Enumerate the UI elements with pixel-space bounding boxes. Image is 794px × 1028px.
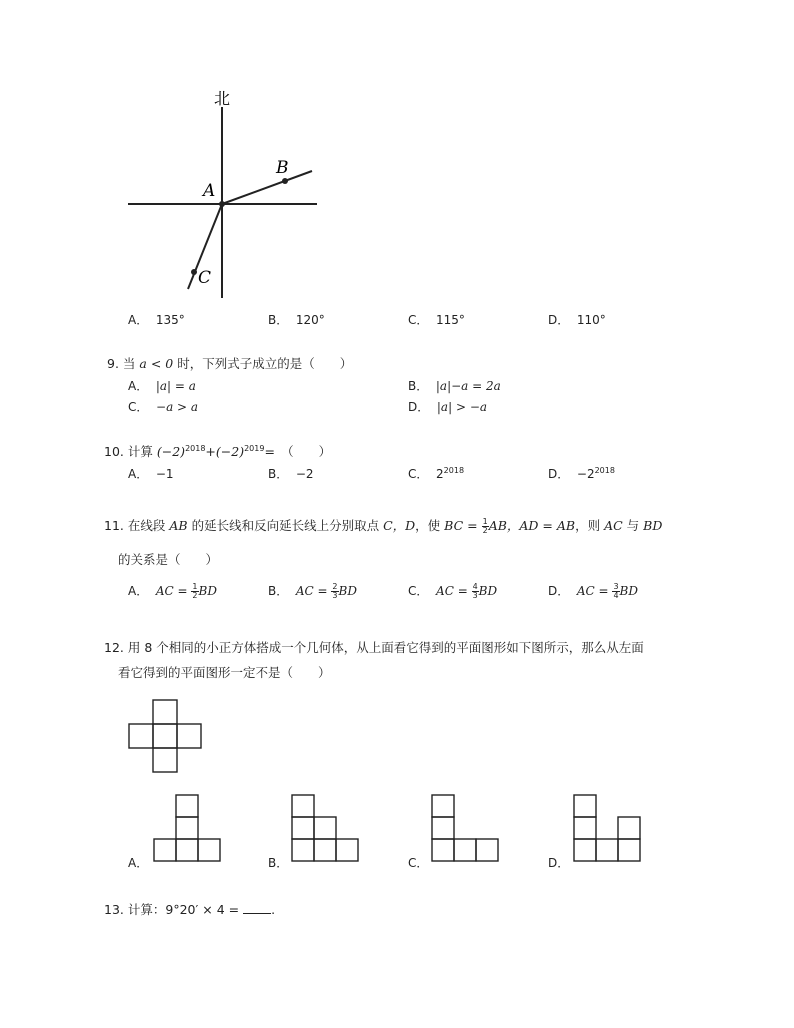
fraction-denominator: 2: [482, 526, 488, 535]
q8-option-d[interactable]: [548, 311, 606, 328]
q13-stem: [104, 900, 275, 918]
q9-option-c[interactable]: [128, 398, 198, 415]
q10-option-b[interactable]: [268, 465, 314, 482]
condition-math: a < 0: [139, 356, 174, 371]
label-c: C: [198, 268, 212, 288]
stem-text: 在线段: [127, 518, 166, 533]
q9-stem: [107, 354, 352, 372]
equation-lhs: AC =: [295, 584, 328, 598]
point-a: [219, 201, 225, 207]
q11-option-c[interactable]: [408, 582, 497, 600]
equation-lhs: BC =: [444, 518, 478, 533]
question-number: 9.: [107, 356, 119, 371]
stem-text: 当: [122, 356, 136, 371]
power-exponent: 2019: [244, 443, 265, 453]
period: .: [271, 902, 276, 917]
segment-label: AC: [604, 518, 623, 533]
option-text: |a|−a = 2a: [435, 379, 501, 393]
option-letter: C．: [408, 467, 429, 481]
stem-text: ，则: [575, 518, 601, 533]
power-exponent: 2018: [443, 466, 465, 475]
q12-stem-line2: 看它得到的平面图形一定不是（ ）: [118, 665, 331, 680]
equation-rhs: AB: [488, 518, 507, 533]
option-text: |a| = a: [155, 379, 196, 393]
q8-option-c[interactable]: [408, 311, 465, 328]
q8-option-a[interactable]: [128, 311, 185, 328]
power-exponent: 2018: [185, 443, 206, 453]
option-text: 115°: [436, 313, 465, 327]
question-number: 12.: [104, 640, 124, 655]
option-letter: A．: [128, 467, 149, 481]
stem-text: 与: [626, 518, 640, 533]
option-letter: D．: [548, 584, 570, 598]
equation-ad: ，AD = AB: [506, 518, 576, 533]
stem-text: 计算：9°20′ × 4 =: [127, 902, 240, 917]
fraction-denominator: 2: [192, 591, 198, 600]
equation-rhs: BD: [198, 584, 217, 598]
q9-option-d[interactable]: [408, 398, 487, 415]
fraction-half: [482, 518, 489, 535]
fraction-numerator: 1: [482, 517, 488, 526]
option-text: −a > a: [156, 400, 199, 414]
stem-text: = （ ）: [264, 444, 332, 459]
q10-option-a[interactable]: [128, 465, 174, 482]
stem-text: 计算: [127, 444, 153, 459]
stem-text: 的延长线和反向延长线上分别取点: [191, 518, 380, 533]
fraction-numerator: 4: [472, 582, 478, 591]
q12-option-d-letter[interactable]: D．: [548, 856, 570, 870]
point-labels: C，D: [383, 518, 416, 533]
equation-rhs: BD: [338, 584, 357, 598]
power-exponent: 2018: [594, 466, 615, 475]
fraction-numerator: 1: [192, 582, 198, 591]
stem-text: ，使: [415, 518, 441, 533]
option-letter: C．: [128, 400, 149, 414]
option-letter: A．: [128, 313, 149, 327]
stem-text: 用 8 个相同的小正方体搭成一个几何体，从上面看它得到的平面图形如下图所示，那么从左面: [127, 640, 644, 655]
fraction-numerator: 2: [332, 582, 338, 591]
option-letter: C．: [408, 584, 429, 598]
q10-stem: [104, 442, 331, 460]
q12-option-c-figure[interactable]: [428, 792, 504, 864]
fraction: [472, 583, 479, 600]
q12-option-b-letter[interactable]: B．: [268, 856, 289, 870]
segment-label: BD: [643, 518, 663, 533]
q11-option-b[interactable]: [268, 582, 357, 600]
fraction: [612, 583, 619, 600]
fraction: [331, 583, 338, 600]
q10-option-c[interactable]: [408, 465, 464, 482]
north-label: 北: [214, 89, 231, 108]
q12-option-d-figure[interactable]: [570, 792, 646, 864]
option-text: −2: [295, 467, 314, 481]
option-letter: B．: [408, 379, 429, 393]
option-letter: C．: [408, 313, 429, 327]
option-letter: B．: [268, 467, 289, 481]
option-letter: A．: [128, 584, 149, 598]
q11-option-a[interactable]: [128, 582, 217, 600]
fraction-denominator: 3: [332, 591, 338, 600]
option-text: 110°: [576, 313, 606, 327]
answer-blank[interactable]: [243, 913, 271, 914]
segment-label: AB: [169, 518, 188, 533]
q12-stem-line1: [104, 638, 644, 656]
question-number: 10.: [104, 444, 124, 459]
option-letter: B．: [268, 584, 289, 598]
q9-option-a[interactable]: [128, 377, 196, 394]
stem-text: 时，下列式子成立的是（ ）: [177, 356, 353, 371]
label-b: B: [276, 158, 289, 178]
ray-ab: [222, 171, 312, 204]
point-c: [191, 269, 197, 275]
q10-option-d[interactable]: [548, 465, 615, 482]
option-text: |a| > −a: [436, 400, 488, 414]
question-number: 13.: [104, 902, 124, 917]
fraction-numerator: 3: [613, 582, 619, 591]
q11-option-d[interactable]: [548, 582, 638, 600]
q9-option-b[interactable]: [408, 377, 501, 394]
option-text: 135°: [155, 313, 185, 327]
power-base: (−2): [215, 444, 245, 459]
fraction-denominator: 3: [472, 591, 478, 600]
power-base: 2: [436, 467, 444, 481]
option-letter: A．: [128, 379, 149, 393]
power-base: −2: [576, 467, 595, 481]
equation-lhs: AC =: [155, 584, 188, 598]
equation-lhs: AC =: [436, 584, 468, 598]
q12-option-a-letter[interactable]: A．: [128, 856, 149, 870]
q12-option-a-figure[interactable]: [150, 792, 226, 864]
fraction: [191, 583, 198, 600]
q12-option-c-letter[interactable]: C．: [408, 856, 429, 870]
plus-sign: +: [205, 444, 216, 459]
power-base: (−2): [156, 444, 186, 459]
equation-rhs: BD: [478, 584, 498, 598]
label-a: A: [203, 181, 216, 201]
question-number: 11.: [104, 518, 124, 533]
equation-rhs: BD: [619, 584, 638, 598]
compass-figure: [120, 85, 330, 305]
point-b: [282, 178, 288, 184]
option-text: 120°: [295, 313, 325, 327]
q11-stem-line2: 的关系是（ ）: [118, 552, 219, 567]
option-letter: D．: [548, 313, 570, 327]
q11-stem-line1: [104, 516, 662, 535]
q8-option-b[interactable]: [268, 311, 325, 328]
option-letter: D．: [548, 467, 570, 481]
option-text: −1: [155, 467, 174, 481]
top-view-figure: [125, 697, 207, 775]
option-letter: D．: [408, 400, 430, 414]
option-letter: B．: [268, 313, 289, 327]
fraction-denominator: 4: [613, 591, 619, 600]
q12-option-b-figure[interactable]: [288, 792, 364, 864]
equation-lhs: AC =: [576, 584, 609, 598]
